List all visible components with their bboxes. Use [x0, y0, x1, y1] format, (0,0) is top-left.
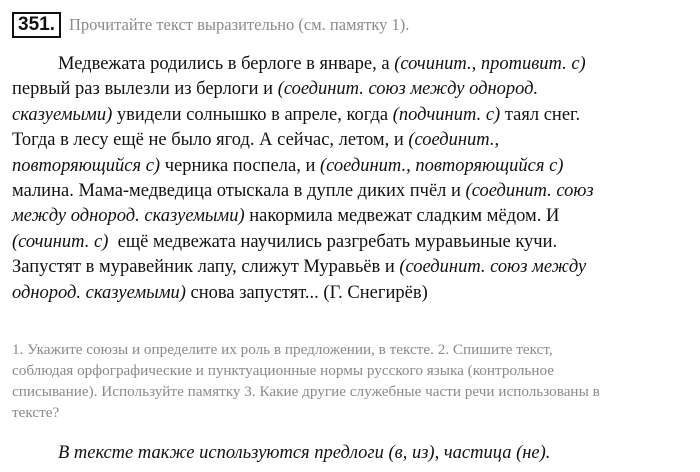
text-segment: Тогда в лесу ещё не было ягод. А сейчас, летом, и — [12, 130, 409, 151]
text-segment: малина. Мама-медведица отыскала в дупле диких пчёл и — [12, 180, 466, 201]
grammar-annotation: однород. сказуемыми) — [12, 282, 186, 303]
grammar-annotation: (соединит. союз — [465, 180, 594, 201]
exercise-questions — [12, 339, 696, 423]
text-segment: увидели солнышко в апреле, когда — [112, 104, 393, 125]
grammar-annotation: (сочинит. с) — [12, 231, 109, 252]
exercise-text — [12, 52, 696, 306]
text-line-6 — [12, 179, 696, 204]
grammar-annotation: (соединит. союз между однород. — [277, 79, 539, 100]
text-segment: Запустят в муравейник лапу, слижут Муравьёв и — [12, 257, 400, 278]
grammar-annotation: между однород. сказуемыми) — [12, 206, 245, 227]
text-line-9 — [12, 255, 696, 280]
grammar-annotation: (соединит., — [408, 130, 500, 151]
exercise-number: 351. — [12, 12, 61, 38]
question-line-2: соблюдая орфографические и пунктуационные нормы русского языка (контрольное — [12, 362, 554, 379]
text-line-4 — [12, 128, 696, 153]
grammar-annotation: (подчинит. с) — [392, 104, 501, 125]
answer-text: В тексте также используются предлоги (в, из), частица (не). — [58, 443, 551, 463]
exercise-task: Прочитайте текст выразительно (см. памятку 1). — [68, 15, 410, 34]
text-line-8 — [12, 230, 696, 255]
text-line-10 — [12, 281, 696, 306]
text-line-3 — [12, 103, 696, 128]
text-segment: таял снег. — [500, 104, 581, 125]
text-segment: снова запустят... (Г. Снегирёв) — [185, 282, 428, 303]
text-segment: ещё медвежата научились разгребать муравьиные кучи. — [108, 231, 558, 252]
text-line-7 — [12, 204, 696, 229]
grammar-annotation: повторяющийся с) — [12, 155, 161, 176]
grammar-annotation: (сочинит., противит. с) — [394, 54, 586, 74]
text-segment: накормила медвежат сладким мёдом. И — [244, 206, 560, 227]
grammar-annotation: сказуемыми) — [12, 104, 113, 125]
text-segment: Медвежата родились в берлоге в январе, а — [58, 54, 395, 74]
text-segment: первый раз вылезли из берлоги и — [12, 79, 278, 100]
text-line-2 — [12, 77, 696, 102]
question-line-1: 1. Укажите союзы и определите их роль в предложении, в тексте. 2. Спишите текст, — [12, 341, 553, 358]
question-line-3: списывание). Используйте памятку 3. Какие другие служебные части речи использованы в — [12, 383, 600, 400]
exercise-header — [12, 12, 409, 38]
grammar-annotation: (соединит., повторяющийся с) — [319, 155, 564, 176]
question-line-4: тексте? — [12, 404, 60, 421]
text-line-5 — [12, 154, 696, 179]
text-line-1 — [12, 52, 696, 77]
grammar-annotation: (соединит. союз между — [399, 257, 587, 278]
text-segment: черника поспела, и — [160, 155, 320, 176]
